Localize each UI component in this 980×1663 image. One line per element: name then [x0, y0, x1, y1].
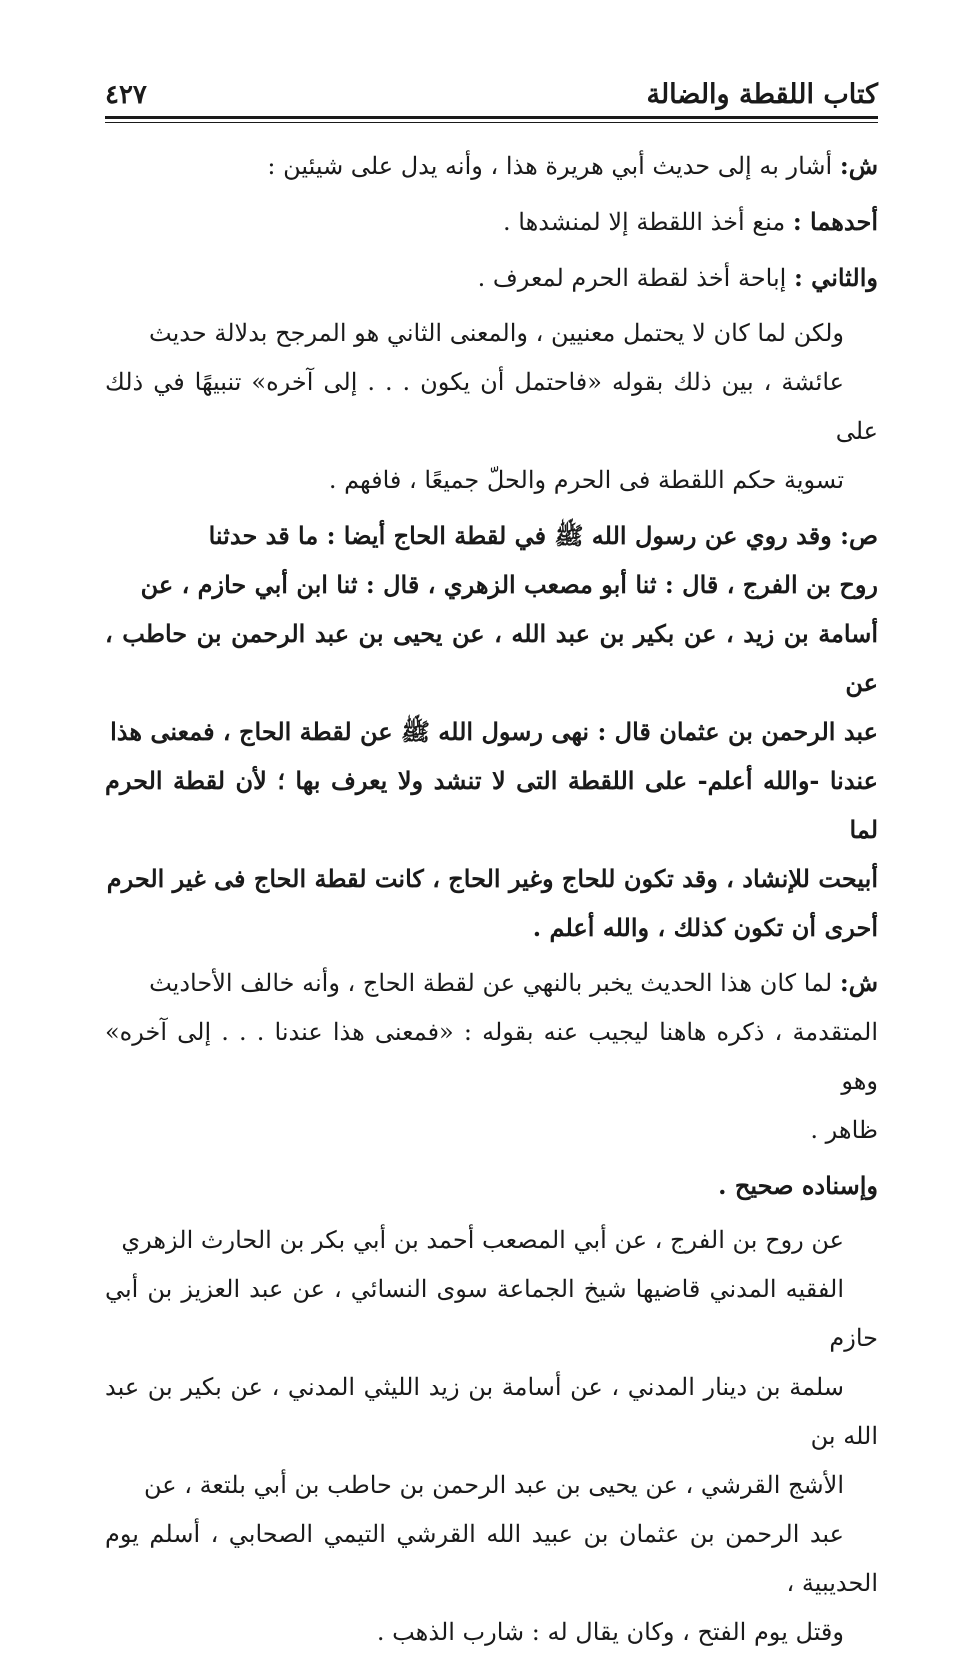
text-line: ظاهر .: [810, 1116, 878, 1144]
commentary-text: أشار به إلى حديث أبي هريرة هذا ، وأنه يدل على شيئين :: [267, 152, 833, 180]
first-point: [105, 197, 878, 247]
commentary-paragraph-2: [105, 958, 878, 1155]
second-point-text: إباحة أخذ لقطة الحرم لمعرف .: [477, 264, 787, 292]
text-line: [105, 958, 878, 1008]
text-line: الفقيه المدني قاضيها شيخ الجماعة سوى النسائي ، عن عبد العزيز بن أبي حازم: [105, 1275, 878, 1352]
second-point-label: والثاني :: [793, 263, 878, 292]
explanation-paragraph: [105, 309, 878, 505]
second-point: [105, 253, 878, 303]
document-page: [105, 62, 878, 1663]
text-line: ولكن لما كان لا يحتمل معنيين ، والمعنى الثاني هو المرجح بدلالة حديث: [149, 319, 844, 347]
matn-line: عبد الرحمن بن عثمان قال : نهى رسول الله ﷺ عن لقطة الحاج ، فمعنى هذا: [110, 717, 878, 746]
header-rule-thick: [105, 116, 878, 119]
matn-line: أبيحت للإنشاد ، وقد تكون للحاج وغير الحاج ، كانت لقطة الحاج فى غير الحرم: [106, 864, 878, 893]
text-line: تسوية حكم اللقطة فى الحرم والحلّ جميعًا ، فافهم .: [328, 466, 844, 494]
text-line: عن روح بن الفرج ، عن أبي المصعب أحمد بن أبي بكر بن الحارث الزهري: [121, 1226, 844, 1254]
text-line: عبد الرحمن بن عثمان بن عبيد الله القرشي التيمي الصحابي ، أسلم يوم الحديبية ،: [105, 1520, 878, 1597]
page-content: [105, 141, 878, 1657]
chapter-title: كتاب اللقطة والضالة: [646, 79, 878, 110]
isnad-heading-text: وإسناده صحيح .: [718, 1171, 878, 1200]
matn-line: أسامة بن زيد ، عن بكير بن عبد الله ، عن يحيى بن عبد الرحمن بن حاطب ، عن: [105, 619, 879, 697]
first-point-text: منع أخذ اللقطة إلا لمنشدها .: [503, 208, 786, 236]
text-line: المتقدمة ، ذكره هاهنا ليجيب عنه بقوله : «فمعنى هذا عندنا . . . إلى آخره» وهو: [105, 1018, 878, 1095]
text-line: وقتل يوم الفتح ، وكان يقال له : شارب الذهب .: [376, 1618, 844, 1646]
commentary-marker: ش:: [839, 151, 878, 180]
matn-paragraph: [105, 511, 878, 952]
narrators-paragraph: [105, 1216, 878, 1657]
matn-line: روح بن الفرج ، قال : ثنا أبو مصعب الزهري ، قال : ثنا ابن أبي حازم ، عن: [140, 570, 878, 599]
commentary-marker: ش:: [839, 968, 878, 997]
page-header: [105, 62, 878, 110]
header-rule-thin: [105, 122, 878, 123]
matn-line-text: وقد روي عن رسول الله ﷺ في لقطة الحاج أيضا : ما قد حدثنا: [208, 521, 832, 550]
text-line: سلمة بن دينار المدني ، عن أسامة بن زيد الليثي المدني ، عن بكير بن عبد الله بن: [105, 1373, 878, 1450]
commentary-text: لما كان هذا الحديث يخبر بالنهي عن لقطة الحاج ، وأنه خالف الأحاديث: [149, 969, 833, 997]
matn-marker: ص:: [840, 521, 878, 550]
commentary-paragraph-1: [105, 141, 878, 191]
matn-line: [105, 511, 878, 560]
text-line: الأشج القرشي ، عن يحيى بن عبد الرحمن بن حاطب بن أبي بلتعة ، عن: [143, 1471, 844, 1499]
matn-line: عندنا -والله أعلم- على اللقطة التى لا تنشد ولا يعرف بها ؛ لأن لقطة الحرم لما: [105, 766, 878, 844]
page-number: ٤٢٧: [105, 80, 147, 110]
text-line: عائشة ، بين ذلك بقوله «فاحتمل أن يكون . . . إلى آخره» تنبيهًا في ذلك على: [105, 368, 878, 445]
first-point-label: أحدهما :: [792, 207, 878, 236]
isnad-heading: [105, 1161, 878, 1210]
matn-line: أحرى أن تكون كذلك ، والله أعلم .: [532, 913, 878, 942]
